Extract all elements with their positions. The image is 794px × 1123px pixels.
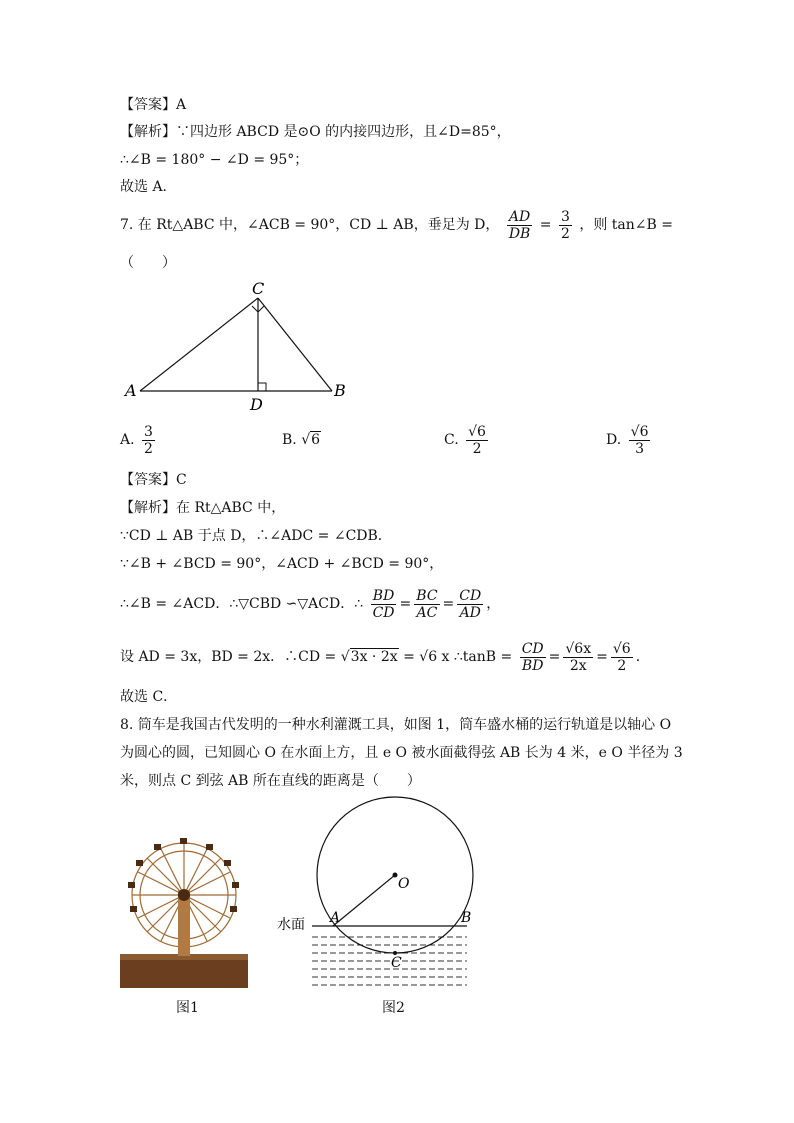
q7-answer: 【答案】C bbox=[120, 472, 187, 488]
q7-value-fraction: $\frac{3}{2}$ bbox=[560, 208, 570, 242]
water-hatching bbox=[312, 937, 467, 985]
label-a: A bbox=[125, 381, 137, 400]
fig1-caption: 图1 bbox=[176, 1000, 199, 1016]
q7-analysis-line3: ∵∠B + ∠BCD = 90°，∠ACD + ∠BCD = 90°， bbox=[120, 556, 444, 572]
waterwheel-photo bbox=[120, 820, 250, 990]
q7-analysis-conclusion: 故选 C． bbox=[120, 689, 178, 705]
q8-stem-line3: 米，则点 C 到弦 AB 所在直线的距离是（ ） bbox=[120, 773, 421, 789]
water-label: 水面 bbox=[277, 917, 305, 933]
q7-analysis-line5: 设 AD = 3x，BD = 2x．∴CD = √3x · 2x = √6 x ∴tanB = $\frac{CD}{BD}$ = $\frac{√6x}{2x}$ = $\frac{√6}{2}$ ． bbox=[120, 640, 650, 674]
center-point-o bbox=[393, 873, 398, 878]
sqrt-sign: √6 bbox=[301, 432, 321, 448]
q7-analysis-line1: 【解析】在 Rt△ABC 中， bbox=[120, 500, 286, 516]
prev-analysis-line1 bbox=[120, 122, 511, 142]
q7-stem-tail: ，则 tan∠B = bbox=[579, 217, 673, 233]
prev-answer bbox=[120, 95, 186, 115]
label-c: C bbox=[252, 279, 265, 298]
q7-option-a[interactable]: A. $\frac{3}{2}$ bbox=[120, 423, 153, 457]
q8-stem-line1: 8. 筒车是我国古代发明的一种水利灌溉工具，如图 1，筒车盛水桶的运行轨道是以轴心 O bbox=[120, 717, 672, 733]
q7-stem: 7. 在 Rt△ABC 中，∠ACB = 90°，CD ⊥ AB，垂足为 D， $\frac{AD}{DB}$ = $\frac{3}{2}$ ，则 tan∠B = bbox=[120, 208, 673, 242]
q7-option-c[interactable]: C. $\frac{√6}{2}$ bbox=[444, 423, 486, 457]
q7-analysis-line4: ∴∠B = ∠ACD．∴▽CBD ∽▽ACD．∴ $\frac{BD}{CD}$ = $\frac{BC}{AC}$ = $\frac{CD}{AD}$ ， bbox=[120, 587, 501, 621]
q7-option-b[interactable]: B. √6 bbox=[282, 420, 321, 460]
label-b: B bbox=[334, 381, 346, 400]
q8-stem-line2: 为圆心的圆，已知圆心 O 在水面上方，且 e O 被水面截得弦 AB 长为 4 米，e O 半径为 3 bbox=[120, 745, 683, 761]
radius-oa bbox=[333, 875, 395, 926]
right-angle-mark-d bbox=[258, 383, 266, 391]
label-d: D bbox=[250, 395, 263, 414]
fig2-circle-diagram bbox=[272, 795, 502, 995]
prev-analysis-conclusion: 故选 A． bbox=[120, 179, 177, 195]
fig2-caption: 图2 bbox=[382, 1000, 405, 1016]
label-a: A bbox=[330, 910, 341, 926]
side-cb bbox=[258, 298, 332, 391]
label-o: O bbox=[398, 876, 410, 892]
answer-value: A bbox=[176, 97, 187, 113]
q7-analysis-line2: ∵CD ⊥ AB 于点 D，∴∠ADC = ∠CDB． bbox=[120, 528, 392, 544]
side-ac bbox=[140, 298, 258, 391]
q7-ratio-fraction: $\frac{AD}{DB}$ bbox=[508, 208, 531, 242]
label-c: C bbox=[391, 955, 402, 971]
q7-paren: （ ） bbox=[120, 255, 176, 271]
prev-analysis-line2: ∴∠B = 180° − ∠D = 95°； bbox=[120, 152, 309, 168]
analysis-tag: 【解析】 bbox=[120, 124, 176, 140]
q7-option-d[interactable]: D. $\frac{√6}{3}$ bbox=[606, 423, 649, 457]
answer-tag: 【答案】 bbox=[120, 97, 176, 113]
analysis-text: ∵四边形 ABCD 是⊙O 的内接四边形，且∠D=85°， bbox=[176, 124, 511, 140]
q7-stem-text: 7. 在 Rt△ABC 中，∠ACB = 90°，CD ⊥ AB，垂足为 D， bbox=[120, 217, 500, 233]
label-b: B bbox=[461, 910, 472, 926]
wheel-axle bbox=[178, 889, 190, 901]
wooden-base bbox=[120, 958, 248, 988]
q7-triangle-figure bbox=[120, 276, 360, 416]
